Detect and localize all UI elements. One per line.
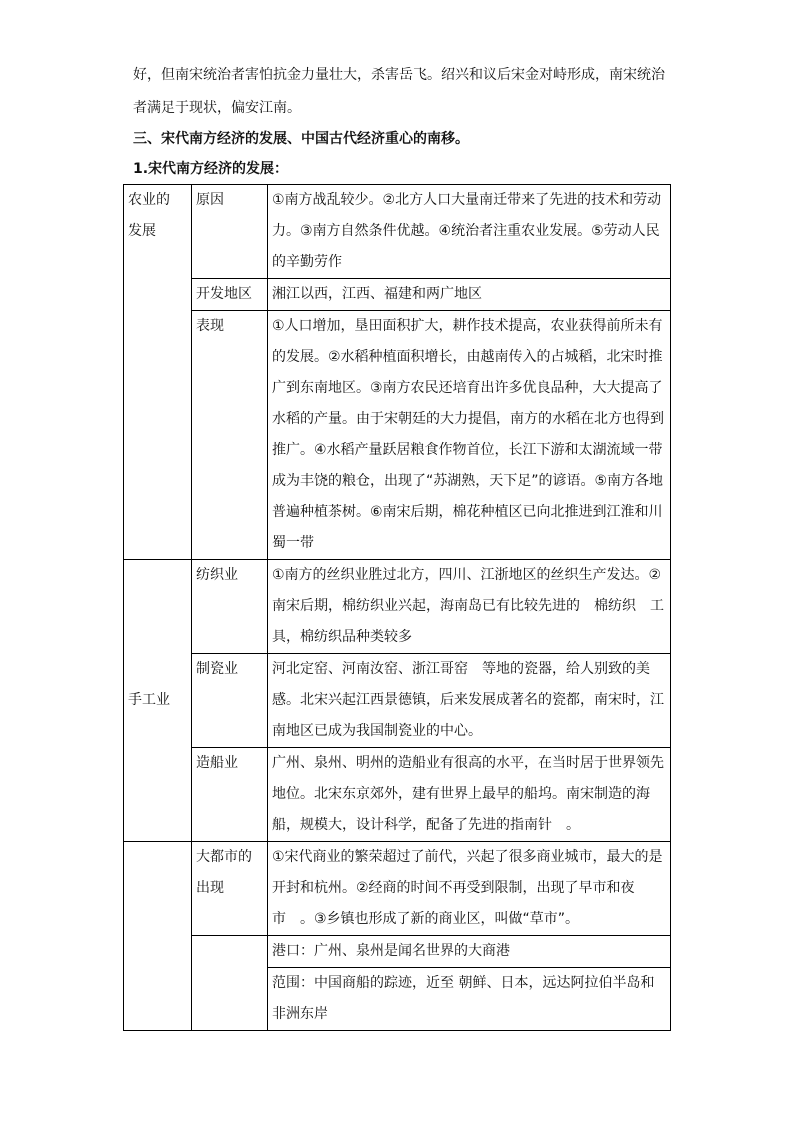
table-row [124,936,671,968]
category-line: 发展 [128,223,156,239]
category-line: 农业的 [128,192,170,208]
row-content: 广州、泉州、明州的造船业有很高的水平，在当时居于世界领先地位。北宋东京郊外，建有世界上最早的船坞。南宋制造的海船，规模大，设计科学，配备了先进的指南针 。 [268,748,671,842]
row-content: ①人口增加，垦田面积扩大，耕作技术提高，农业获得前所未有的发展。②水稻种植面积增长，由越南传入的占城稻，北宋时推广到东南地区。③南方农民还培育出许多优良品种，大大提高了水稻的产量。由于宋朝廷的大力提倡，南方的水稻在北方也得到推广。④水稻产量跃居粮食作物首位，长江下游和太湖流域一带成为丰饶的粮仓，出现了“苏湖熟，天下足”的谚语。⑤南方各地普遍种植茶树。⑥南宋后期，棉花种植区已向北推进到江淮和川蜀一带 [268,311,671,560]
table-row [124,311,671,560]
row-label-line: 出现 [196,880,224,896]
category-handicraft: 手工业 [124,560,192,842]
intro-line-1: 好，但南宋统治者害怕抗金力量壮大，杀害岳飞。绍兴和议后宋金对峙形成，南宋统治 [133,67,665,83]
table-row [124,560,671,654]
row-content: ①宋代商业的繁荣超过了前代，兴起了很多商业城市，最大的是开封和杭州。②经商的时间不再受到限制，出现了早市和夜市 。③乡镇也形成了新的商业区，叫做“草市”。 [268,842,671,936]
row-content: 港口：广州、泉州是闻名世界的大商港 [268,936,671,968]
row-label: 表现 [192,311,268,560]
row-label: 造船业 [192,748,268,842]
row-content: 湘江以西，江西、福建和两广地区 [268,279,671,311]
intro-line-2: 者满足于现状，偏安江南。 [133,100,301,116]
table-row [124,185,671,279]
row-label: 开发地区 [192,279,268,311]
category-commerce [124,842,192,1031]
economy-table [123,184,671,1031]
section-heading: 三、宋代南方经济的发展、中国古代经济重心的南移。 [133,131,469,147]
subheading: 1.宋代南方经济的发展： [133,161,289,177]
row-content: 河北定窑、河南汝窑、浙江哥窑 等地的瓷器，给人别致的美感。北宋兴起江西景德镇，后来发展成著名的瓷都，南宋时，江南地区已成为我国制瓷业的中心。 [268,654,671,748]
row-content: ①南方的丝织业胜过北方，四川、江浙地区的丝织生产发达。②南宋后期，棉纺织业兴起，海南岛已有比较先进的 棉纺织 工具，棉纺织品种类较多 [268,560,671,654]
row-label [192,842,268,936]
row-label: 纺织业 [192,560,268,654]
row-label: 原因 [192,185,268,279]
row-label: 制瓷业 [192,654,268,748]
row-content: 范围：中国商船的踪迹，近至 朝鲜、日本，远达阿拉伯半岛和非洲东岸 [268,968,671,1031]
table-row [124,748,671,842]
row-label-empty [192,936,268,1031]
category-agriculture [124,185,192,560]
table-row [124,279,671,311]
table-row [124,654,671,748]
table-row [124,842,671,936]
row-content: ①南方战乱较少。②北方人口大量南迁带来了先进的技术和劳动力。③南方自然条件优越。④统治者注重农业发展。⑤劳动人民的辛勤劳作 [268,185,671,279]
row-label-line: 大都市的 [196,849,252,865]
